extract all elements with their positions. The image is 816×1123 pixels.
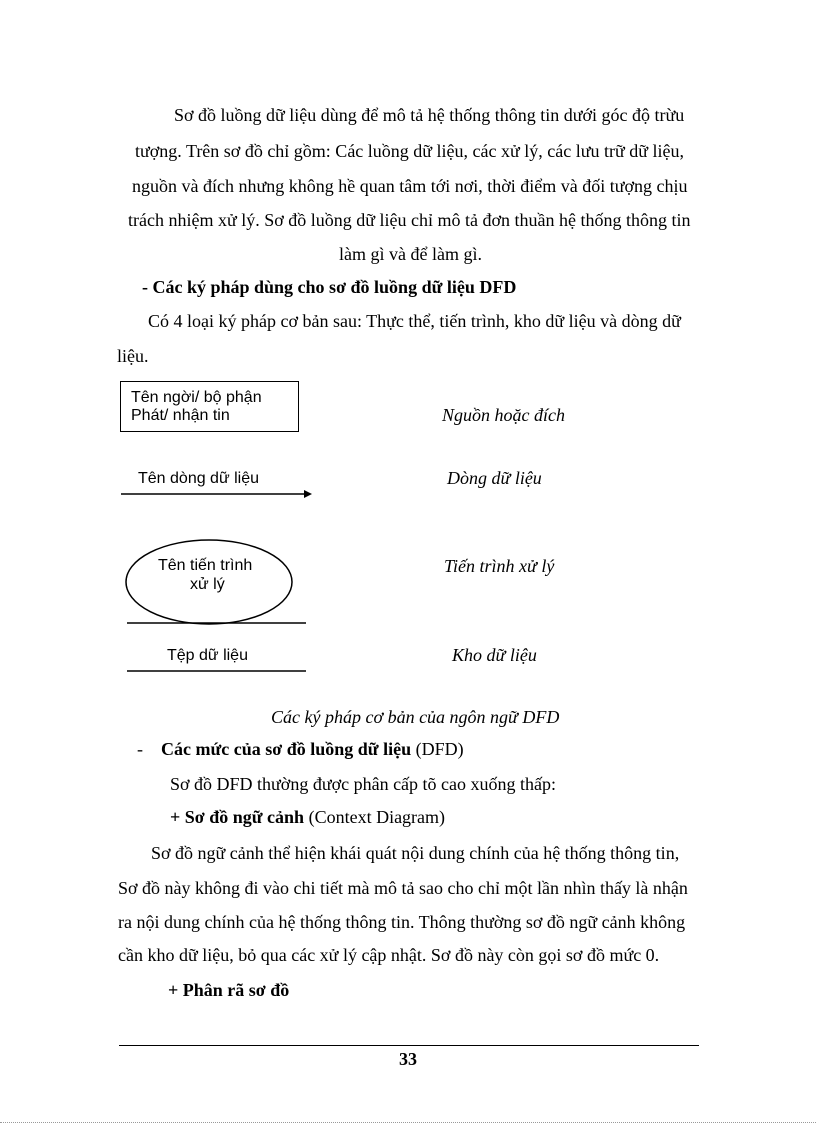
levels-heading-dash: - xyxy=(137,739,143,759)
levels-heading xyxy=(137,738,464,760)
levels-intro: Sơ đồ DFD thường được phân cấp tõ cao xuống thấp: xyxy=(170,774,557,794)
figure-caption: Các ký pháp cơ bản của ngôn ngữ DFD xyxy=(271,707,560,727)
decomposition-heading: + Phân rã sơ đồ xyxy=(168,980,290,1000)
paragraph-1-line-2: tượng. Trên sơ đồ chỉ gồm: Các luồng dữ liệu, các xử lý, các lưu trữ dữ liệu, xyxy=(135,141,684,161)
paragraph-2-line-1: Có 4 loại ký pháp cơ bản sau: Thực thể, tiến trình, kho dữ liệu và dòng dữ xyxy=(148,311,681,331)
context-heading-bold: + Sơ đồ ngữ cảnh xyxy=(170,807,305,827)
flow-description: Dòng dữ liệu xyxy=(447,468,542,488)
flow-label: Tên dòng dữ liệu xyxy=(138,470,260,487)
paragraph-1-line-1: Sơ đồ luồng dữ liệu dùng để mô tả hệ thống thông tin dưới góc độ trừu xyxy=(174,105,685,125)
page-number: 33 xyxy=(399,1049,417,1069)
process-label-line-2: xử lý xyxy=(190,576,225,593)
flow-arrow-head xyxy=(304,490,312,498)
process-description: Tiến trình xử lý xyxy=(444,556,555,576)
entity-label-line-2: Phát/ nhận tin xyxy=(131,407,230,424)
paragraph-1-line-3: nguồn và đích nhưng không hề quan tâm tới nơi, thời điểm và đối tượng chịu xyxy=(132,176,688,196)
store-description: Kho dữ liệu xyxy=(452,645,537,665)
paragraph-1-line-5: làm gì và để làm gì. xyxy=(339,244,482,264)
context-heading xyxy=(170,806,445,828)
paragraph-1-line-4: trách nhiệm xử lý. Sơ đồ luồng dữ liệu chỉ mô tả đơn thuần hệ thống thông tin xyxy=(128,210,691,230)
paragraph-2-line-2: liệu. xyxy=(117,346,149,366)
entity-label-line-1: Tên ngời/ bộ phận xyxy=(131,389,262,406)
paragraph-3-line-1: Sơ đồ ngữ cảnh thể hiện khái quát nội dung chính của hệ thống thông tin, xyxy=(151,843,680,863)
footer-rule xyxy=(119,1045,699,1046)
paragraph-3-line-4: cần kho dữ liệu, bỏ qua các xử lý cập nhật. Sơ đồ này còn gọi sơ đồ mức 0. xyxy=(118,945,660,965)
notation-heading: - Các ký pháp dùng cho sơ đồ luồng dữ liệu DFD xyxy=(142,277,517,297)
paragraph-3-line-2: Sơ đồ này không đi vào chi tiết mà mô tả sao cho chỉ một lần nhìn thấy là nhận xyxy=(118,878,688,898)
paragraph-3-line-3: ra nội dung chính của hệ thống thông tin. Thông thường sơ đồ ngữ cảnh không xyxy=(118,912,686,932)
levels-heading-bold: Các mức của sơ đồ luồng dữ liệu xyxy=(161,739,412,759)
levels-heading-rest: (DFD) xyxy=(411,739,464,759)
context-heading-rest: (Context Diagram) xyxy=(304,807,446,827)
process-label-line-1: Tên tiến trình xyxy=(158,557,253,574)
entity-description: Nguồn hoặc đích xyxy=(442,405,565,425)
store-label: Tệp dữ liệu xyxy=(167,647,248,664)
